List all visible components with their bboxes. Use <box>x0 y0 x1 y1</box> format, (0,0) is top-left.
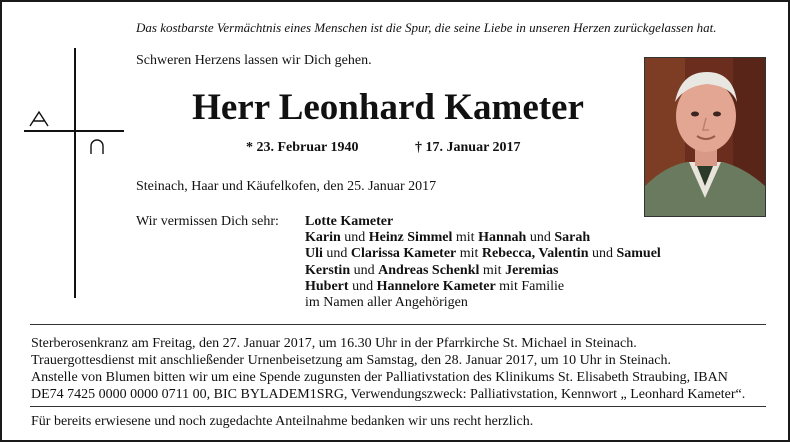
omega-icon <box>88 138 106 156</box>
mourner-connector: und <box>348 278 377 294</box>
mourner-line <box>305 230 661 246</box>
mourner-name: Hannelore Kameter <box>376 278 496 294</box>
portrait-photo <box>644 57 766 217</box>
mourners-list <box>305 214 661 311</box>
mourner-connector: und <box>322 246 351 262</box>
mourners-label: Wir vermissen Dich sehr: <box>136 214 279 229</box>
mourner-connector: mit <box>479 262 506 278</box>
mourner-name: Kerstin <box>305 262 351 278</box>
thanks-text: Für bereits erwiesene und noch zugedachte Anteilnahme bedanken wir uns recht herzlich. <box>31 414 534 429</box>
mourner-name: Sarah <box>554 230 591 246</box>
mourner-line <box>305 263 661 279</box>
mourner-name: Karin <box>305 230 341 246</box>
mourner-line <box>305 214 661 230</box>
mourner-line <box>305 246 661 262</box>
mourner-name: Clarissa Kameter <box>350 246 457 262</box>
detail-line: Anstelle von Blumen bitten wir um eine Spende zugunsten der Palliativstation des Klinikums St. Elisabeth Straubing, IBAN <box>31 370 728 385</box>
mourner-name: Andreas Schenkl <box>378 262 480 278</box>
mourner-name: Uli <box>305 246 323 262</box>
mourner-name: Samuel <box>616 246 661 262</box>
mourner-name: Hubert <box>305 278 349 294</box>
mourner-name: Rebecca, Valentin <box>481 246 589 262</box>
mourner-connector: mit Familie <box>495 278 565 294</box>
mourner-name: Lotte Kameter <box>305 214 394 229</box>
alpha-icon <box>28 110 50 128</box>
place-date: Steinach, Haar und Käufelkofen, den 25. Januar 2017 <box>136 179 437 194</box>
portrait-illustration <box>645 58 765 216</box>
mourner-connector: mit <box>452 230 479 246</box>
intro-text: Schweren Herzens lassen wir Dich gehen. <box>136 53 372 68</box>
deceased-name: Herr Leonhard Kameter <box>192 87 584 128</box>
mourner-line <box>305 295 661 311</box>
detail-line: Sterberosenkranz am Freitag, den 27. Januar 2017, um 16.30 Uhr in der Pfarrkirche St. Michael in Steinach. <box>31 336 637 351</box>
mourner-connector: mit <box>456 246 482 262</box>
divider-top <box>30 324 766 325</box>
quote: Das kostbarste Vermächtnis eines Menschen ist die Spur, die seine Liebe in unseren Herzen zurückgelassen hat. <box>136 20 717 35</box>
mourner-connector: und <box>340 230 369 246</box>
mourner-connector: und <box>588 246 617 262</box>
mourner-connector: und <box>350 262 379 278</box>
mourner-name: Jeremias <box>505 262 559 278</box>
cross-vertical-bar <box>74 48 76 298</box>
mourner-connector: und <box>526 230 555 246</box>
birth-date: * 23. Februar 1940 <box>246 140 359 155</box>
detail-line: Trauergottesdienst mit anschließender Urnenbeisetzung am Samstag, den 28. Januar 2017, um 10 Uhr in Steinach. <box>31 353 671 368</box>
mourner-name: Hannah <box>478 230 527 246</box>
mourner-closing: im Namen aller Angehörigen <box>305 295 468 311</box>
mourner-line <box>305 279 661 295</box>
divider-bottom <box>30 406 766 407</box>
mourner-name: Heinz Simmel <box>368 230 453 246</box>
cross-horizontal-bar <box>24 130 124 132</box>
detail-line: DE74 7425 0000 0000 0711 00, BIC BYLADEM1SRG, Verwendungszweck: Palliativstation, Kennwort „ Leonhard Kameter“. <box>31 387 746 402</box>
death-date: † 17. Januar 2017 <box>415 140 521 155</box>
service-details <box>31 335 745 403</box>
